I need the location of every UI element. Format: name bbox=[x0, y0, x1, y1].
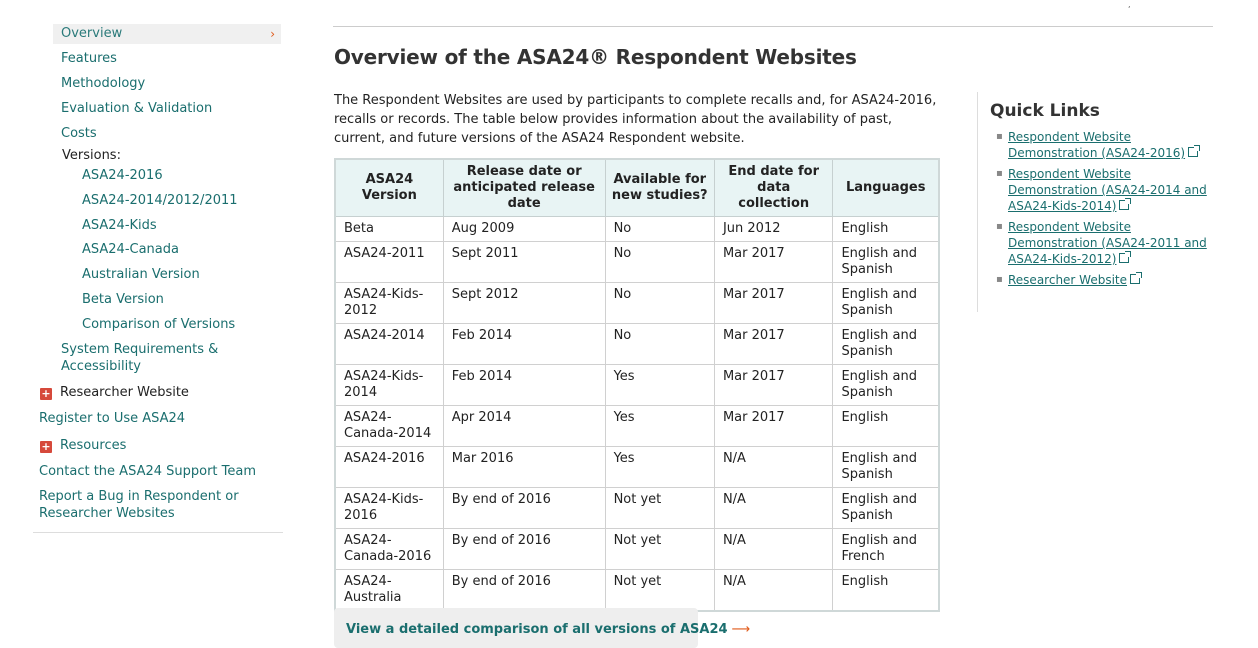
external-link-icon bbox=[1188, 147, 1198, 157]
list-item bbox=[996, 219, 1221, 267]
table-row bbox=[335, 365, 939, 406]
quick-links-title: Quick Links bbox=[990, 101, 1100, 121]
sidebar-item-label: Report a Bug in Respondent or bbox=[39, 489, 239, 504]
sidebar-item-researcher-website[interactable] bbox=[40, 384, 189, 401]
table-cell: Mar 2017 bbox=[714, 242, 833, 283]
sidebar-item-evaluation-validation[interactable]: Evaluation & Validation bbox=[61, 101, 213, 116]
table-cell: Not yet bbox=[605, 570, 714, 612]
table-cell: Feb 2014 bbox=[443, 365, 605, 406]
column-header: Available for new studies? bbox=[605, 159, 714, 217]
table-cell: Mar 2016 bbox=[443, 447, 605, 488]
column-header: ASA24 Version bbox=[335, 159, 443, 217]
quick-link-researcher-website[interactable]: Researcher Website bbox=[1008, 273, 1128, 287]
bullet-icon: ▪ bbox=[996, 131, 1003, 142]
table-cell: Mar 2017 bbox=[714, 406, 833, 447]
table-cell: No bbox=[605, 242, 714, 283]
compare-versions-button[interactable] bbox=[334, 608, 751, 648]
table-cell: English bbox=[833, 406, 939, 447]
external-link-icon bbox=[1119, 200, 1129, 210]
sidebar-item-resources[interactable] bbox=[40, 437, 126, 454]
sidebar-item-report-bug[interactable] bbox=[39, 488, 239, 522]
table-cell: ASA24-Australia bbox=[335, 570, 443, 612]
table-cell: N/A bbox=[714, 447, 833, 488]
table-cell: Feb 2014 bbox=[443, 324, 605, 365]
table-cell: Sept 2012 bbox=[443, 283, 605, 324]
table-cell: No bbox=[605, 324, 714, 365]
table-header-row bbox=[335, 159, 939, 217]
sidebar-item-system-requirements[interactable] bbox=[61, 341, 218, 375]
sidebar-item-label: Researcher Website bbox=[60, 385, 189, 400]
table-cell: N/A bbox=[714, 529, 833, 570]
sidebar-item-beta-version[interactable]: Beta Version bbox=[82, 292, 164, 307]
table-cell: ASA24-2014 bbox=[335, 324, 443, 365]
table-cell: English and Spanish bbox=[833, 283, 939, 324]
table-cell: ASA24-Canada-2016 bbox=[335, 529, 443, 570]
versions-label: Versions: bbox=[62, 148, 121, 163]
sidebar-item-contact-support[interactable]: Contact the ASA24 Support Team bbox=[39, 464, 257, 479]
table-cell: English bbox=[833, 570, 939, 612]
sidebar-divider bbox=[33, 532, 283, 533]
table-cell: ASA24-Kids-2012 bbox=[335, 283, 443, 324]
plus-icon[interactable]: + bbox=[41, 440, 51, 453]
table-cell: N/A bbox=[714, 570, 833, 612]
table-row bbox=[335, 242, 939, 283]
plus-icon[interactable]: + bbox=[41, 387, 51, 400]
column-header: Release date or anticipated release date bbox=[443, 159, 605, 217]
table-cell: ASA24-2011 bbox=[335, 242, 443, 283]
sidebar-item-comparison-of-versions[interactable]: Comparison of Versions bbox=[82, 317, 236, 332]
sidebar-item-costs[interactable]: Costs bbox=[61, 126, 97, 141]
top-mark: , bbox=[1128, 0, 1131, 9]
list-item bbox=[996, 166, 1221, 214]
table-cell: ASA24-Kids-2016 bbox=[335, 488, 443, 529]
intro-paragraph: The Respondent Websites are used by participants to complete recalls and, for ASA24-2016, recalls or records. The table below provides information about the availability of past, current, and future versions of the ASA24 Respondent website. bbox=[334, 93, 937, 146]
list-item bbox=[996, 272, 1221, 288]
table-cell: English and French bbox=[833, 529, 939, 570]
table-row bbox=[335, 406, 939, 447]
quick-link-demo-2011[interactable]: Respondent Website Demonstration (ASA24-2011 and ASA24-Kids-2012) bbox=[1008, 220, 1207, 266]
sidebar-item-features[interactable]: Features bbox=[61, 51, 117, 66]
table-row bbox=[335, 570, 939, 612]
sidebar-item-label: Overview bbox=[61, 26, 123, 41]
quick-links-list bbox=[996, 129, 1221, 293]
page-title: Overview of the ASA24® Respondent Websites bbox=[334, 45, 857, 69]
sidebar-item-label: Resources bbox=[60, 438, 127, 453]
top-divider bbox=[333, 26, 1213, 27]
arrow-right-icon: ⟶ bbox=[731, 622, 751, 637]
table-row bbox=[335, 488, 939, 529]
bullet-icon: ▪ bbox=[996, 168, 1003, 179]
table-cell: English bbox=[833, 217, 939, 242]
external-link-icon bbox=[1130, 274, 1140, 284]
table-cell: Mar 2017 bbox=[714, 324, 833, 365]
versions-table bbox=[334, 158, 940, 612]
table-cell: By end of 2016 bbox=[443, 529, 605, 570]
table-cell: By end of 2016 bbox=[443, 570, 605, 612]
table-cell: ASA24-Kids-2014 bbox=[335, 365, 443, 406]
sidebar-item-label: Researcher Websites bbox=[39, 506, 175, 521]
table-cell: English and Spanish bbox=[833, 365, 939, 406]
table-cell: English and Spanish bbox=[833, 242, 939, 283]
column-header: End date for data collection bbox=[714, 159, 833, 217]
table-cell: Mar 2017 bbox=[714, 283, 833, 324]
table-cell: English and Spanish bbox=[833, 488, 939, 529]
table-cell: Yes bbox=[605, 406, 714, 447]
table-cell: Yes bbox=[605, 365, 714, 406]
sidebar-item-asa24-2016[interactable]: ASA24-2016 bbox=[82, 168, 163, 183]
sidebar-item-overview[interactable] bbox=[53, 24, 281, 44]
sidebar-item-label: System Requirements & bbox=[61, 342, 219, 357]
table-cell: Not yet bbox=[605, 488, 714, 529]
sidebar-item-asa24-2014-2012-2011[interactable]: ASA24-2014/2012/2011 bbox=[82, 193, 238, 208]
table-cell: English and Spanish bbox=[833, 447, 939, 488]
table-cell: Apr 2014 bbox=[443, 406, 605, 447]
table-cell: Jun 2012 bbox=[714, 217, 833, 242]
table-cell: By end of 2016 bbox=[443, 488, 605, 529]
table-cell: N/A bbox=[714, 488, 833, 529]
sidebar-item-asa24-canada[interactable]: ASA24-Canada bbox=[82, 242, 179, 257]
sidebar-item-asa24-kids[interactable]: ASA24-Kids bbox=[82, 218, 157, 233]
quick-link-demo-2016[interactable]: Respondent Website Demonstration (ASA24-2016) bbox=[1008, 130, 1186, 160]
quick-link-demo-2014[interactable]: Respondent Website Demonstration (ASA24-2014 and ASA24-Kids-2014) bbox=[1008, 167, 1207, 213]
table-cell: No bbox=[605, 217, 714, 242]
sidebar-item-label: Accessibility bbox=[61, 359, 141, 374]
column-header: Languages bbox=[833, 159, 939, 217]
chevron-right-icon: › bbox=[270, 27, 275, 41]
external-link-icon bbox=[1119, 253, 1129, 263]
sidebar-item-australian-version[interactable]: Australian Version bbox=[82, 267, 200, 282]
table-cell: Beta bbox=[335, 217, 443, 242]
table-cell: Sept 2011 bbox=[443, 242, 605, 283]
sidebar-item-register[interactable]: Register to Use ASA24 bbox=[39, 411, 186, 426]
table-cell: ASA24-Canada-2014 bbox=[335, 406, 443, 447]
table-row bbox=[335, 447, 939, 488]
table-row bbox=[335, 217, 939, 242]
table-cell: ASA24-2016 bbox=[335, 447, 443, 488]
table-row bbox=[335, 283, 939, 324]
table-row bbox=[335, 529, 939, 570]
bullet-icon: ▪ bbox=[996, 221, 1003, 232]
table-cell: Not yet bbox=[605, 529, 714, 570]
table-cell: Mar 2017 bbox=[714, 365, 833, 406]
quick-links-divider bbox=[977, 92, 978, 312]
list-item bbox=[996, 129, 1221, 161]
bullet-icon: ▪ bbox=[996, 274, 1003, 285]
table-row bbox=[335, 324, 939, 365]
sidebar-item-methodology[interactable]: Methodology bbox=[61, 76, 146, 91]
table-cell: Aug 2009 bbox=[443, 217, 605, 242]
compare-versions-label: View a detailed comparison of all versions of ASA24 bbox=[346, 622, 728, 637]
table-cell: English and Spanish bbox=[833, 324, 939, 365]
table-cell: Yes bbox=[605, 447, 714, 488]
table-cell: No bbox=[605, 283, 714, 324]
